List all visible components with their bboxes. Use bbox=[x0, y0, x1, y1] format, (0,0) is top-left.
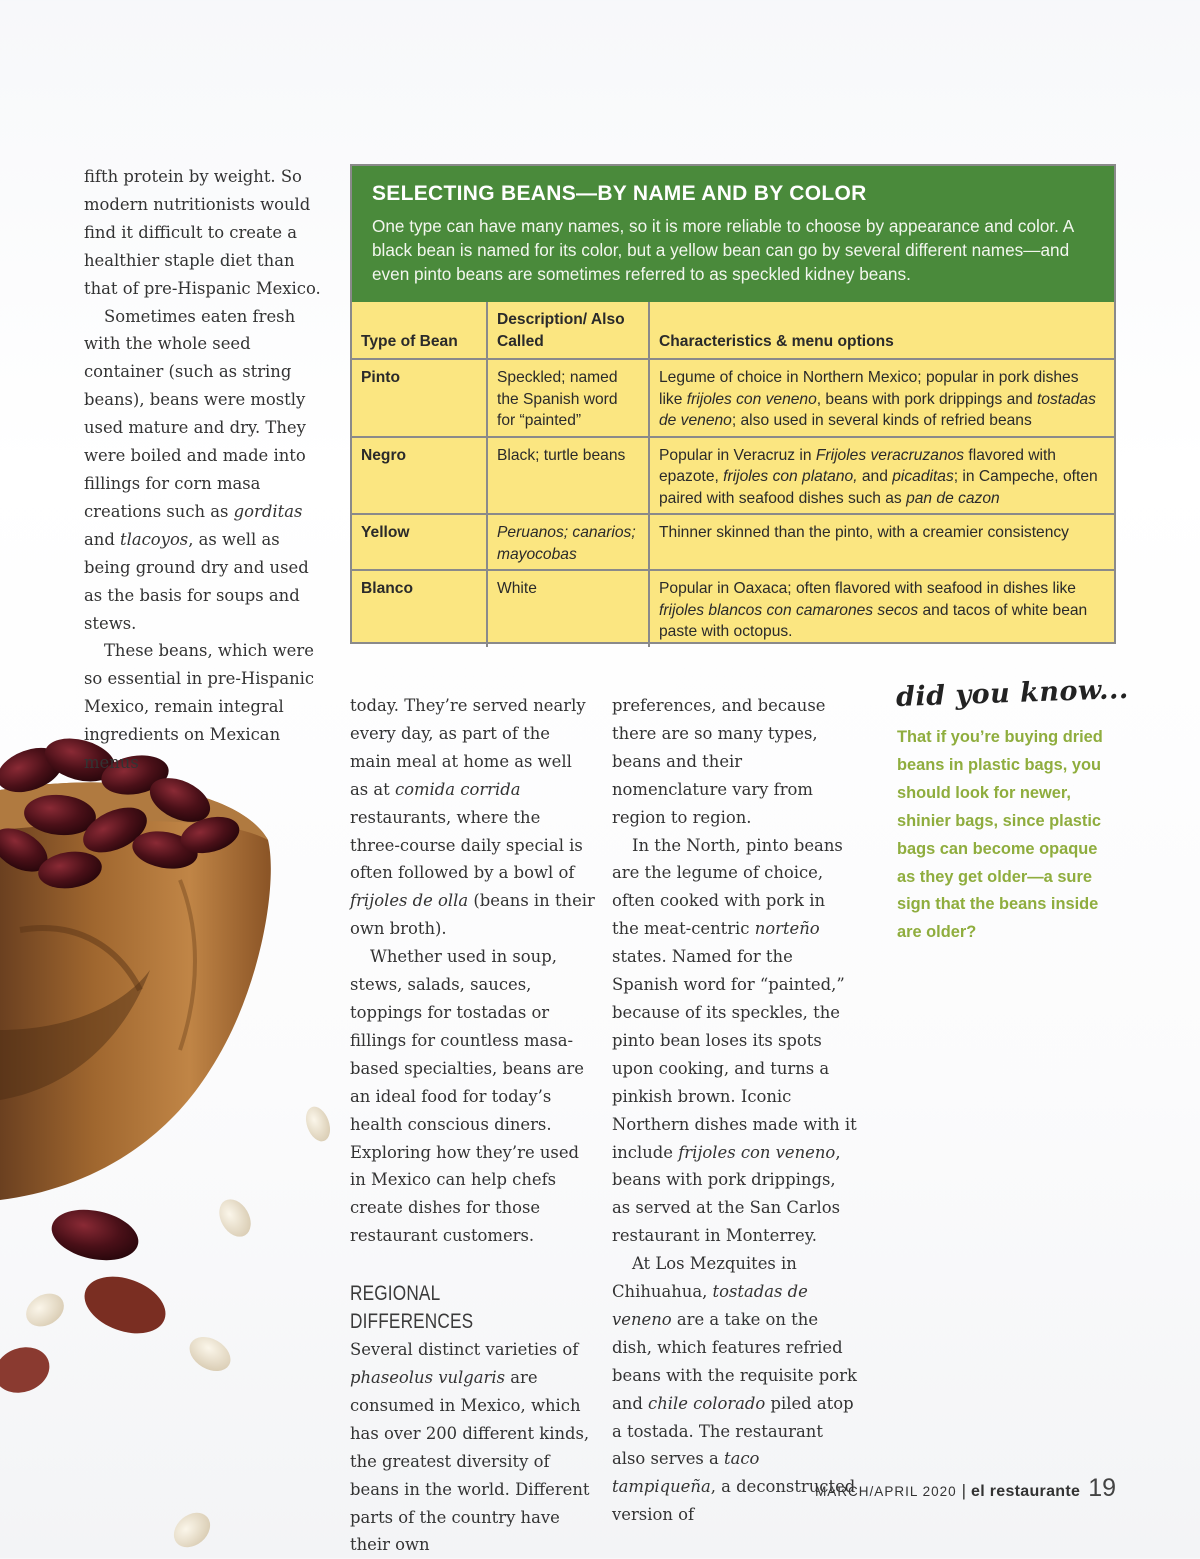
body-column-3 bbox=[612, 692, 857, 1529]
magazine-name: el restaurante bbox=[971, 1483, 1081, 1500]
bean-name: Blanco bbox=[352, 570, 487, 647]
bean-description: Speckled; named the Spanish word for “painted” bbox=[487, 359, 649, 437]
body-column-1 bbox=[84, 163, 324, 777]
sidebar-title: SELECTING BEANS—BY NAME AND BY COLOR bbox=[372, 182, 867, 205]
did-you-know-body: That if you’re buying dried beans in plastic bags, you should look for newer, shinier bags, since plastic bags can become opaque as they get older—a sure sign that the beans inside are older? bbox=[897, 728, 1103, 942]
footer-separator: | bbox=[961, 1481, 967, 1500]
bean-table bbox=[352, 302, 1114, 647]
bean-bowl-photo bbox=[0, 730, 340, 1558]
paragraph: preferences, and because there are so many types, beans and their nomenclature vary from region to region. bbox=[612, 696, 826, 827]
bean-characteristics: Thinner skinned than the pinto, with a creamier consistency bbox=[649, 514, 1114, 570]
table-row bbox=[352, 570, 1114, 647]
bean-name: Yellow bbox=[352, 514, 487, 570]
bean-characteristics: Popular in Veracruz in Frijoles veracruzanos flavored with epazote, frijoles con platano, and picaditas; in Campeche, often paired with seafood dishes such as pan de cazon bbox=[649, 437, 1114, 515]
bean-name: Negro bbox=[352, 437, 487, 515]
bean-description: Peruanos; canarios; mayocobas bbox=[487, 514, 649, 570]
body-column-2 bbox=[350, 692, 595, 1559]
bean-description: White bbox=[487, 570, 649, 647]
table-row bbox=[352, 437, 1114, 515]
bean-name: Pinto bbox=[352, 359, 487, 437]
bean-selection-sidebar bbox=[350, 164, 1116, 644]
bean-characteristics: Legume of choice in Northern Mexico; popular in pork dishes like frijoles con veneno, beans with pork drippings and tostadas de veneno; also used in several kinds of refried beans bbox=[649, 359, 1114, 437]
paragraph: Several distinct varieties of phaseolus vulgaris are consumed in Mexico, which has over 200 different kinds, the greatest diversity of beans in the world. Different parts of the country have their own bbox=[350, 1340, 590, 1555]
table-header-row bbox=[352, 302, 1114, 359]
paragraph: fifth protein by weight. So modern nutritionists would find it difficult to create a healthier staple diet than that of pre-Hispanic Mexico. bbox=[84, 167, 321, 298]
bean-description: Black; turtle beans bbox=[487, 437, 649, 515]
column-header: Type of Bean bbox=[352, 302, 487, 359]
paragraph: In the North, pinto beans are the legume of choice, often cooked with pork in the meat-centric norteño states. Named for the Spanish word for “painted,” because of its speckles, the pinto bean loses its spots upon cooking, and turns a pinkish brown. Iconic Northern dishes made with it include frijoles con veneno, beans with pork drippings, as served at the San Carlos restaurant in Monterrey. bbox=[612, 835, 857, 1246]
column-header: Characteristics & menu options bbox=[649, 302, 1114, 359]
sidebar-header bbox=[352, 166, 1114, 302]
paragraph: These beans, which were so essential in pre-Hispanic Mexico, remain integral ingredients on Mexican menus bbox=[84, 641, 315, 773]
paragraph: At Los Mezquites in Chihuahua, tostadas de veneno are a take on the dish, which features refried beans with the requisite pork and chile colorado piled atop a tostada. The restaurant also serves a taco tampiqueña, a deconstructed version of bbox=[612, 1254, 857, 1525]
paragraph: today. They’re served nearly every day, as part of the main meal at home as well as at comida corrida restaurants, where the three-course daily special is often followed by a bowl of frijoles de olla (beans in their own broth). bbox=[350, 696, 595, 939]
column-header: Description/ Also Called bbox=[487, 302, 649, 359]
table-row bbox=[352, 514, 1114, 570]
sidebar-intro: One type can have many names, so it is more reliable to choose by appearance and color. A black bean is named for its color, but a yellow bean can go by several different names—and even pinto beans are sometimes referred to as speckled kidney beans. bbox=[372, 216, 1074, 284]
did-you-know-title: did you know... bbox=[895, 673, 1130, 714]
paragraph: Sometimes eaten fresh with the whole seed container (such as string beans), beans were mostly used mature and dry. They were boiled and made into fillings for corn masa creations such as gorditas and tlacoyos, as well as being ground dry and used as the basis for soups and stews. bbox=[84, 306, 309, 633]
bean-characteristics: Popular in Oaxaca; often flavored with seafood in dishes like frijoles blancos con camarones secos and tacos of white bean paste with octopus. bbox=[649, 570, 1114, 647]
page-number: 19 bbox=[1088, 1474, 1116, 1502]
paragraph: Whether used in soup, stews, salads, sauces, toppings for tostadas or fillings for countless masa-based specialties, beans are an ideal food for today’s health conscious diners. Exploring how they’re used in Mexico can help chefs create dishes for those restaurant customers. bbox=[350, 947, 584, 1246]
issue-date: MARCH/APRIL 2020 bbox=[815, 1484, 957, 1499]
section-subhead: REGIONAL DIFFERENCES bbox=[350, 1282, 474, 1334]
table-row bbox=[352, 359, 1114, 437]
page-footer bbox=[815, 1474, 1116, 1503]
